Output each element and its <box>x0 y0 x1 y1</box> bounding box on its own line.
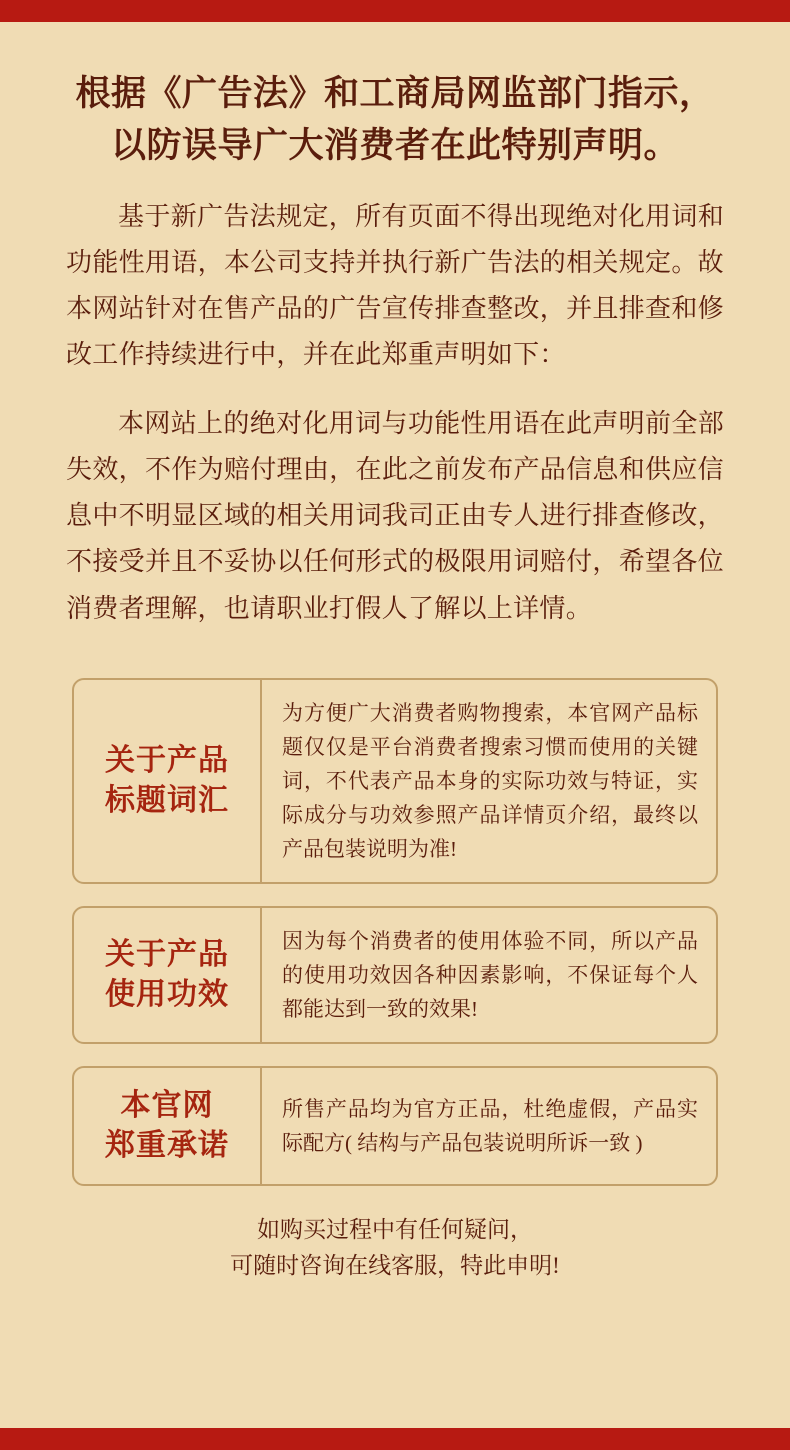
notice-card-title-line-1: 关于产品 <box>105 743 229 777</box>
notice-card-list <box>72 678 718 1186</box>
footer-note-line-1: 如购买过程中有任何疑问， <box>257 1217 533 1243</box>
notice-card-title-line-1: 本官网 <box>120 1088 214 1122</box>
statement-paragraph-1: 基于新广告法规定，所有页面不得出现绝对化用词和功能性用语，本公司支持并执行新广告法的相关规定。故本网站针对在售产品的广告宣传排查整改，并且排查和修改工作持续进行中，并在此郑重声明如下： <box>66 201 724 370</box>
page-title-line-2: 以防误导广大消费者在此特别声明。 <box>110 125 679 165</box>
notice-card-title <box>74 680 262 882</box>
notice-card-body: 为方便广大消费者购物搜索，本官网产品标题仅仅是平台消费者搜索习惯而使用的关键词，不代表产品本身的实际功效与特证，实际成分与功效参照产品详情页介绍，最终以产品包装说明为准! <box>282 700 698 862</box>
footer-note <box>60 1212 730 1283</box>
notice-card-body: 所售产品均为官方正品，杜绝虚假，产品实际配方( 结构与产品包装说明所诉一致 ) <box>282 1097 698 1156</box>
notice-card-official-promise <box>72 1066 718 1186</box>
top-accent-bar <box>0 0 790 22</box>
page-title-line-1: 根据《广告法》和工商局网监部门指示， <box>75 74 715 113</box>
notice-card-title-line-2: 郑重承诺 <box>105 1129 229 1163</box>
notice-card-title-line-1: 关于产品 <box>105 937 229 971</box>
footer-note-line-2: 可随时咨询在线客服，特此申明! <box>230 1252 560 1278</box>
notice-card-product-effect <box>72 906 718 1044</box>
notice-card-product-title <box>72 678 718 884</box>
statement-paragraph-2: 本网站上的绝对化用词与功能性用语在此声明前全部失效，不作为赔付理由，在此之前发布产品信息和供应信息中不明显区域的相关用词我司正由专人进行排查修改，不接受并且不妥协以任何形式的极限用词赔付，希望各位消费者理解，也请职业打假人了解以上详情。 <box>66 408 724 623</box>
notice-card-title-line-2: 使用功效 <box>105 978 229 1012</box>
notice-card-title-line-2: 标题词汇 <box>105 784 229 818</box>
bottom-accent-bar <box>0 1428 790 1450</box>
notice-card-title <box>74 1068 262 1184</box>
notice-card-title <box>74 908 262 1042</box>
disclaimer-sheet <box>0 22 790 1428</box>
notice-card-body: 因为每个消费者的使用体验不同，所以产品的使用功效因各种因素影响，不保证每个人都能达到一致的效果! <box>282 929 698 1022</box>
page-title <box>60 68 730 172</box>
